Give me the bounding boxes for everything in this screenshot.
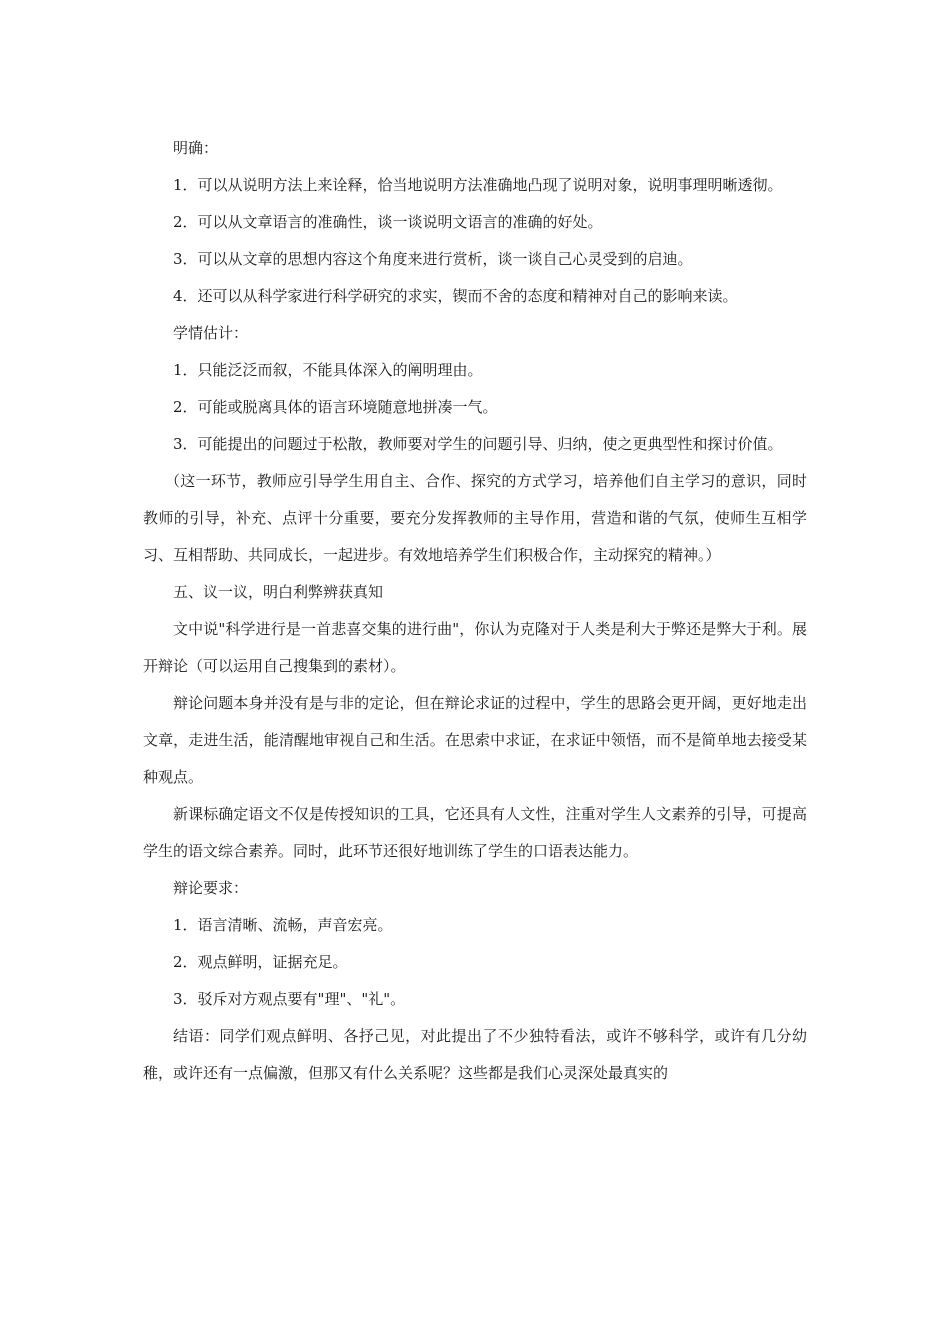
- paragraph-estimate-point-3: 3．可能提出的问题过于松散，教师要对学生的问题引导、归纳，使之更典型性和探讨价值。: [173, 435, 783, 453]
- paragraph-clarify-point-3: 3．可以从文章的思想内容这个角度来进行赏析，谈一谈自己心灵受到的启迪。: [173, 250, 693, 268]
- paragraph-teaching-note: （这一环节，教师应引导学生用自主、合作、探究的方式学习，培养他们自主学习的意识，同时教师的引导，补充、点评十分重要，要充分发挥教师的主导作用，营造和谐的气氛，使师生互相学习、互相帮助、共同成长，一起进步。有效地培养学生们积极合作，主动探究的精神。）: [143, 472, 807, 564]
- paragraph-clarify-heading: 明确：: [173, 139, 219, 157]
- paragraph-estimate-point-1: 1．只能泛泛而叙，不能具体深入的阐明理由。: [173, 361, 483, 379]
- document-body: [143, 130, 807, 1092]
- paragraph-debate-topic: 文中说"科学进行是一首悲喜交集的进行曲"，你认为克隆对于人类是利大于弊还是弊大于利。展开辩论（可以运用自己搜集到的素材）。: [143, 620, 807, 675]
- paragraph-clarify-point-2: 2．可以从文章语言的准确性，谈一谈说明文语言的准确的好处。: [173, 213, 603, 231]
- paragraph-debate-purpose: 辩论问题本身并没有是与非的定论，但在辩论求证的过程中，学生的思路会更开阔，更好地走出文章，走进生活，能清醒地审视自己和生活。在思索中求证，在求证中领悟，而不是简单地去接受某种观点。: [143, 694, 807, 786]
- paragraph-curriculum-note: 新课标确定语文不仅是传授知识的工具，它还具有人文性，注重对学生人文素养的引导，可提高学生的语文综合素养。同时，此环节还很好地训练了学生的口语表达能力。: [143, 805, 807, 860]
- paragraph-conclusion: 结语：同学们观点鲜明、各抒己见，对此提出了不少独特看法，或许不够科学，或许有几分幼稚，或许还有一点偏激，但那又有什么关系呢？这些都是我们心灵深处最真实的: [143, 1027, 807, 1082]
- paragraph-estimate-point-2: 2．可能或脱离具体的语言环境随意地拼凑一气。: [173, 398, 498, 416]
- paragraph-clarify-point-1: 1．可以从说明方法上来诠释，恰当地说明方法准确地凸现了说明对象，说明事理明晰透彻。: [173, 176, 783, 194]
- paragraph-debate-rules-heading: 辩论要求：: [173, 879, 249, 897]
- paragraph-estimate-heading: 学情估计：: [173, 324, 249, 342]
- paragraph-debate-rule-1: 1．语言清晰、流畅，声音宏亮。: [173, 916, 393, 934]
- paragraph-debate-rule-2: 2．观点鲜明，证据充足。: [173, 953, 348, 971]
- paragraph-clarify-point-4: 4．还可以从科学家进行科学研究的求实，锲而不舍的态度和精神对自己的影响来读。: [173, 287, 738, 305]
- paragraph-debate-rule-3: 3．驳斥对方观点要有"理"、"礼"。: [173, 990, 406, 1008]
- section-heading-five: 五、议一议，明白利弊辨获真知: [173, 583, 384, 601]
